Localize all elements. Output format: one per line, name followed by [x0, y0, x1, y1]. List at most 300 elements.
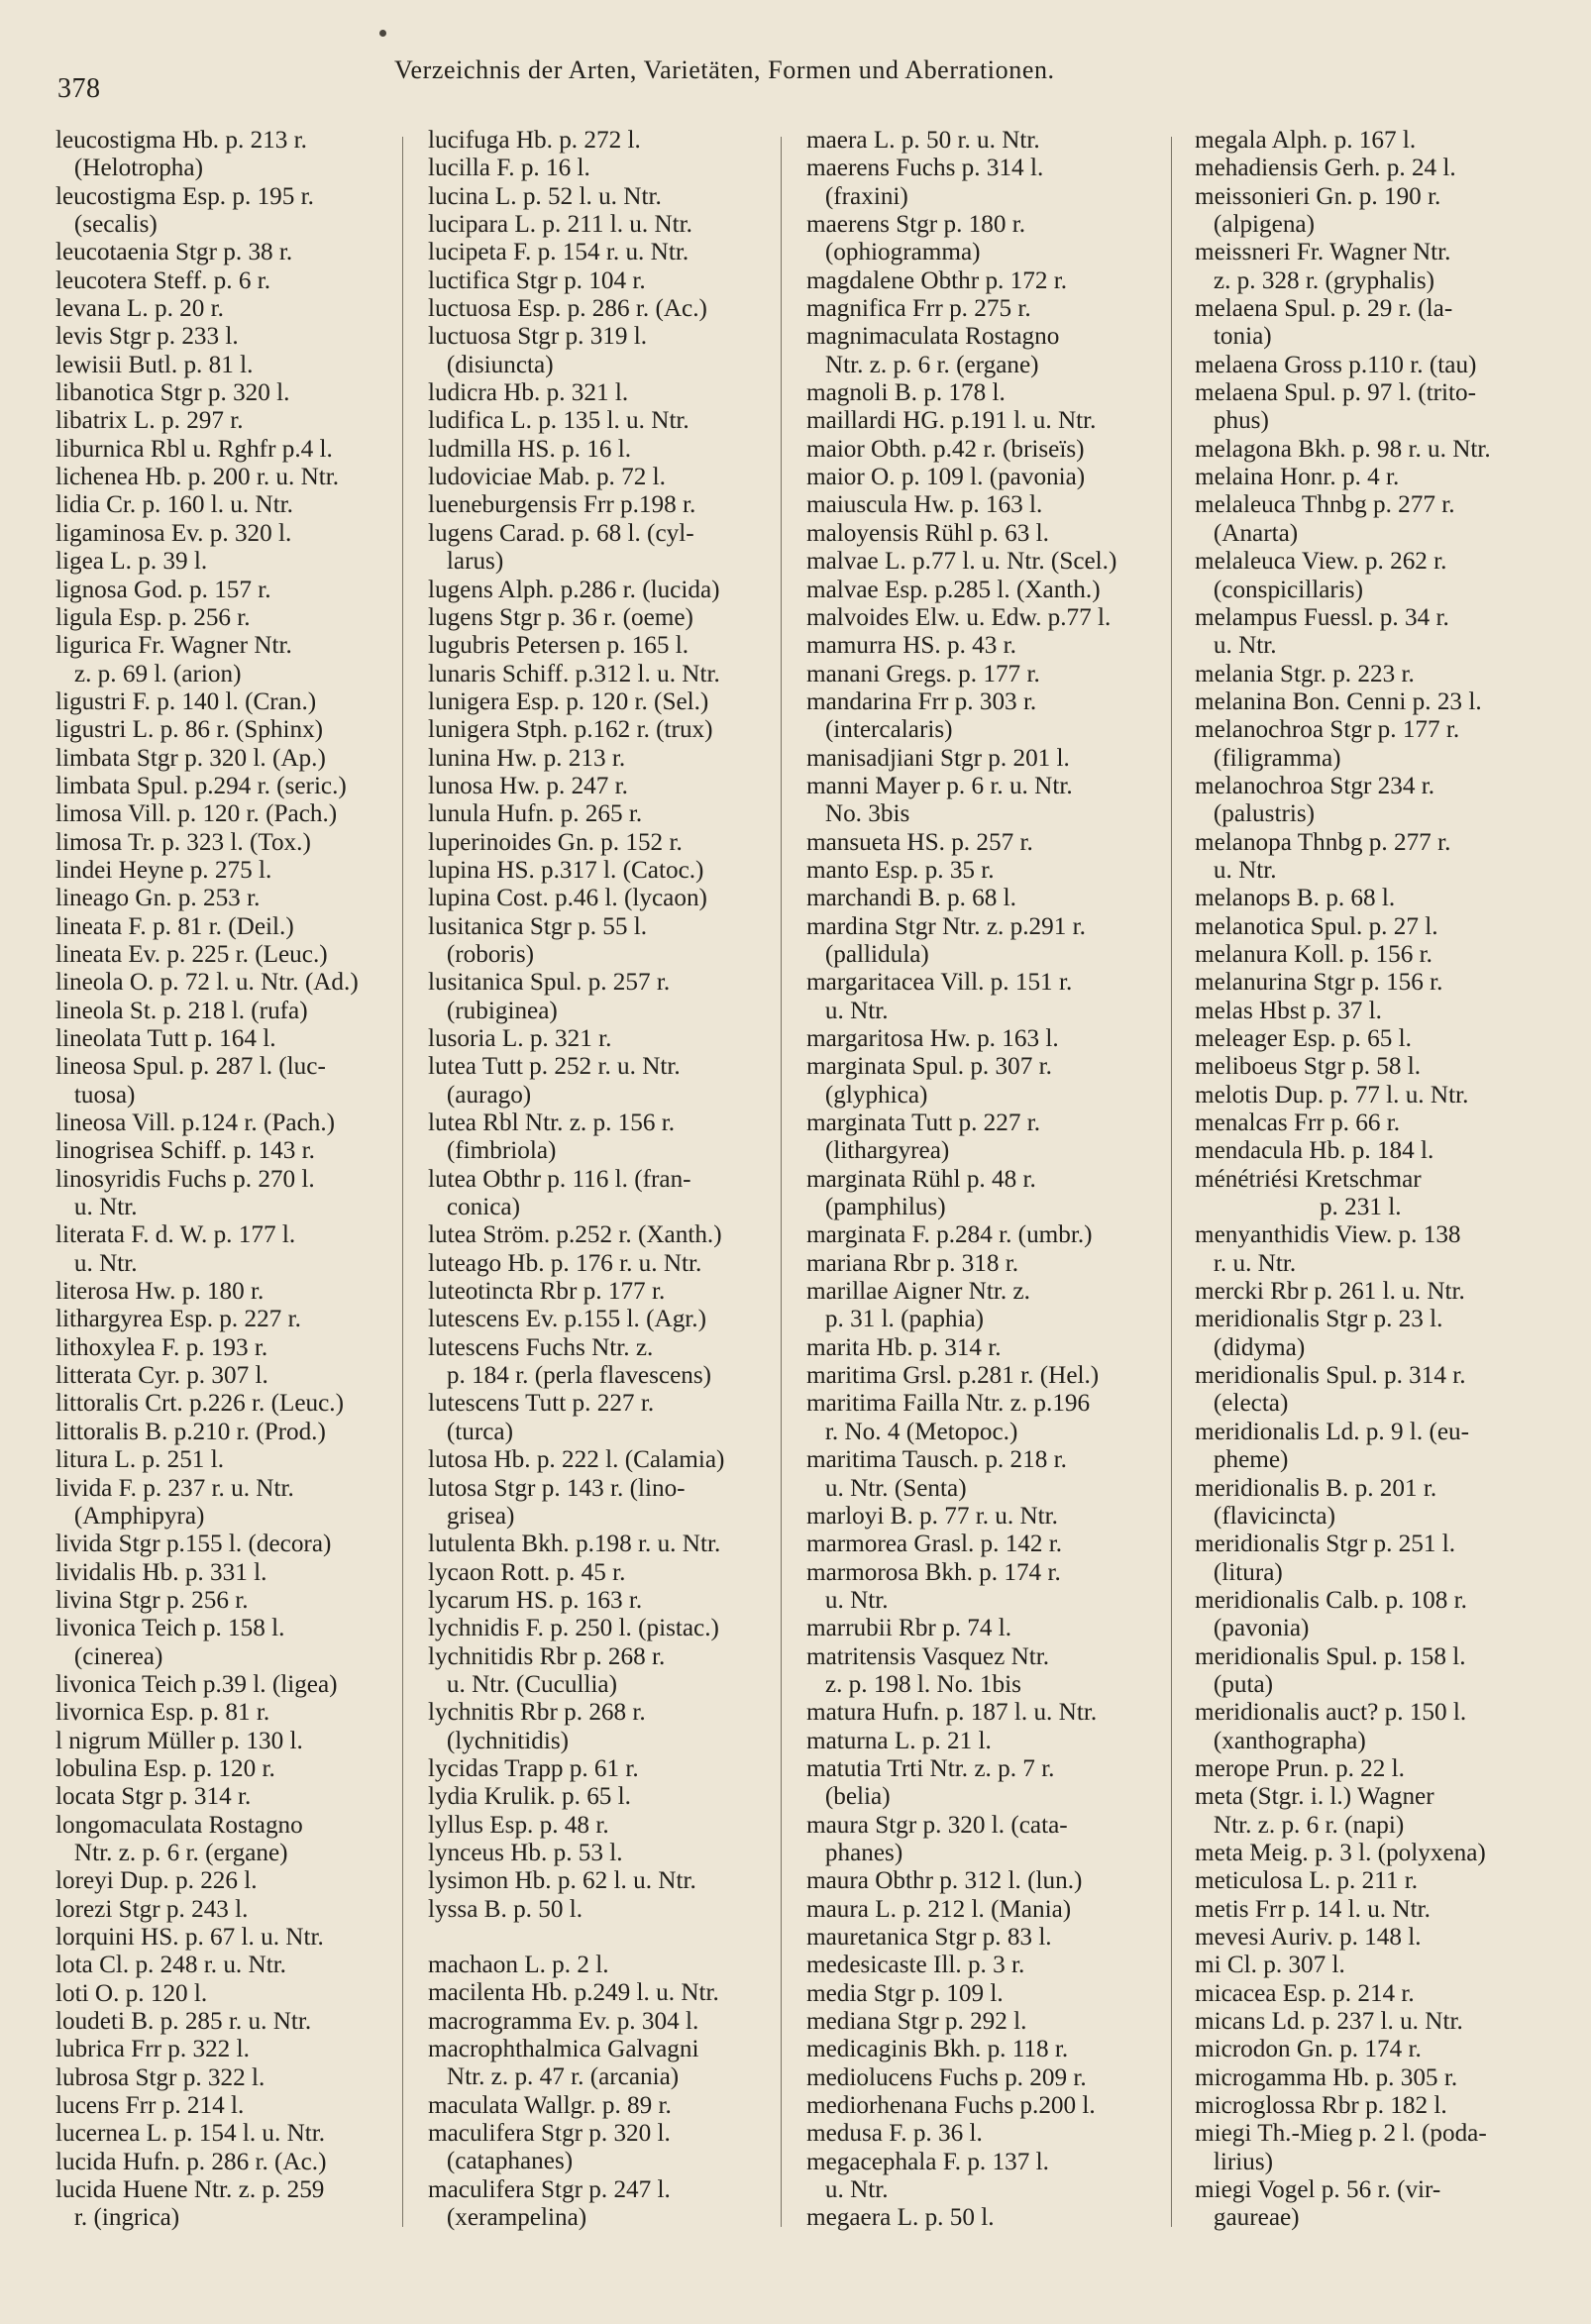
index-entry-line: melania Stgr. p. 223 r.: [1195, 660, 1415, 687]
index-entry-line: lunina Hw. p. 213 r.: [428, 744, 626, 772]
index-entry-line: limosa Tr. p. 323 l. (Tox.): [55, 828, 311, 856]
index-entry-line: gaureae): [1195, 2204, 1300, 2232]
index-entry-line: miegi Vogel p. 56 r. (vir-: [1195, 2176, 1441, 2204]
index-entry-line: p. 231 l.: [1195, 1194, 1402, 1221]
index-entry-line: mediolucens Fuchs p. 209 r.: [806, 2063, 1087, 2091]
index-entry-line: lyssa B. p. 50 l.: [428, 1895, 583, 1923]
index-entry-line: maura L. p. 212 l. (Mania): [806, 1895, 1072, 1923]
index-entry-line: liburnica Rbl u. Rghfr p.4 l.: [55, 435, 333, 463]
index-entry-line: lucipara L. p. 211 l. u. Ntr.: [428, 211, 692, 239]
index-entry-line: (xerampelina): [428, 2204, 587, 2232]
index-entry-line: lithargyrea Esp. p. 227 r.: [55, 1306, 301, 1333]
index-entry-line: literosa Hw. p. 180 r.: [55, 1278, 265, 1306]
index-entry-line: margaritacea Vill. p. 151 r.: [806, 969, 1073, 997]
index-entry-line: libanotica Stgr p. 320 l.: [55, 379, 290, 407]
index-entry-line: maritima Grsl. p.281 r. (Hel.): [806, 1362, 1100, 1390]
index-entry-line: meridionalis B. p. 201 r.: [1195, 1474, 1437, 1502]
index-column-4: [1195, 127, 1591, 2233]
column-divider: [1171, 137, 1172, 2227]
index-entry-line: (lithargyrea): [806, 1137, 950, 1165]
index-entry-line: medusa F. p. 36 l.: [806, 2120, 983, 2148]
index-entry-line: (alpigena): [1195, 211, 1315, 239]
index-entry-line: livornica Esp. p. 81 r.: [55, 1699, 270, 1727]
index-entry-line: macrogramma Ev. p. 304 l.: [428, 2007, 699, 2035]
index-entry-line: r. (ingrica): [55, 2204, 180, 2232]
index-entry-line: (fimbriola): [428, 1137, 557, 1165]
index-entry-line: mendacula Hb. p. 184 l.: [1195, 1137, 1434, 1165]
index-entry-line: lucens Frr p. 214 l.: [55, 2092, 245, 2120]
index-entry-line: Ntr. z. p. 6 r. (napi): [1195, 1811, 1405, 1839]
index-entry-line: (didyma): [1195, 1333, 1306, 1361]
index-entry-line: lineata Ev. p. 225 r. (Leuc.): [55, 940, 328, 968]
index-entry-line: lupina HS. p.317 l. (Catoc.): [428, 856, 704, 884]
index-entry-line: marginata Tutt p. 227 r.: [806, 1109, 1041, 1137]
index-entry-line: mehadiensis Gerh. p. 24 l.: [1195, 155, 1456, 182]
index-entry-line: (roboris): [428, 940, 535, 968]
index-entry-line: menyanthidis View. p. 138: [1195, 1221, 1461, 1249]
index-entry-line: (puta): [1195, 1670, 1274, 1698]
index-entry-line: merope Prun. p. 22 l.: [1195, 1754, 1405, 1782]
index-entry-line: (glyphica): [806, 1081, 928, 1109]
index-entry-line: lunula Hufn. p. 265 r.: [428, 800, 643, 828]
index-entry-line: marloyi B. p. 77 r. u. Ntr.: [806, 1502, 1058, 1530]
index-entry-line: litterata Cyr. p. 307 l.: [55, 1362, 268, 1390]
index-entry-line: ligurica Fr. Wagner Ntr.: [55, 632, 292, 660]
index-entry-line: matura Hufn. p. 187 l. u. Ntr.: [806, 1699, 1098, 1727]
index-entry-line: lutescens Ev. p.155 l. (Agr.): [428, 1306, 706, 1333]
index-entry-line: loreyi Dup. p. 226 l.: [55, 1867, 258, 1895]
index-entry-line: mandarina Frr p. 303 r.: [806, 687, 1037, 715]
index-entry-line: (pamphilus): [806, 1194, 946, 1221]
index-entry-line: lycaon Rott. p. 45 r.: [428, 1558, 626, 1586]
index-entry-line: margaritosa Hw. p. 163 l.: [806, 1025, 1059, 1052]
index-entry-line: melaleuca Thnbg p. 277 r.: [1195, 491, 1455, 519]
index-entry-line: u. Ntr.: [806, 1586, 889, 1614]
index-entry-line: (electa): [1195, 1390, 1289, 1418]
index-entry-line: conica): [428, 1194, 521, 1221]
index-entry-line: magnifica Frr p. 275 r.: [806, 295, 1031, 323]
index-entry-line: lucina L. p. 52 l. u. Ntr.: [428, 182, 662, 210]
index-entry-line: lugubris Petersen p. 165 l.: [428, 632, 689, 660]
column-divider: [781, 137, 782, 2227]
index-entry-line: z. p. 69 l. (arion): [55, 660, 242, 687]
index-entry-line: marmorosa Bkh. p. 174 r.: [806, 1558, 1061, 1586]
index-entry-line: meridionalis Stgr p. 23 l.: [1195, 1306, 1443, 1333]
index-entry-line: loudeti B. p. 285 r. u. Ntr.: [55, 2008, 312, 2036]
index-entry-line: miegi Th.-Mieg p. 2 l. (poda-: [1195, 2120, 1487, 2148]
index-entry-line: lubrosa Stgr p. 322 l.: [55, 2063, 265, 2091]
index-entry-line: matritensis Vasquez Ntr.: [806, 1642, 1050, 1670]
index-entry-line: marita Hb. p. 314 r.: [806, 1333, 1002, 1361]
index-entry-line: lutea Tutt p. 252 r. u. Ntr.: [428, 1053, 681, 1081]
index-entry-line: maturna L. p. 21 l.: [806, 1727, 992, 1754]
index-entry-line: leucostigma Hb. p. 213 r.: [55, 127, 307, 154]
page-number: 378: [57, 73, 101, 104]
index-entry-line: manto Esp. p. 35 r.: [806, 856, 995, 884]
index-entry-line: melanotica Spul. p. 27 l.: [1195, 912, 1438, 940]
index-entry-line: levis Stgr p. 233 l.: [55, 323, 239, 351]
index-entry-line: phanes): [806, 1839, 903, 1866]
index-entry-line: manani Gregs. p. 177 r.: [806, 660, 1040, 687]
index-entry-line: machaon L. p. 2 l.: [428, 1952, 609, 1978]
index-entry-line: (litura): [1195, 1558, 1283, 1586]
index-entry-line: livonica Teich p. 158 l.: [55, 1615, 285, 1642]
index-entry-line: medicaginis Bkh. p. 118 r.: [806, 2036, 1069, 2063]
index-entry-line: (Amphipyra): [55, 1502, 205, 1530]
index-entry-line: u. Ntr.: [55, 1194, 138, 1221]
index-entry-line: lignosa God. p. 157 r.: [55, 576, 271, 603]
index-entry-line: mardina Stgr Ntr. z. p.291 r.: [806, 912, 1086, 940]
index-entry-line: leucotaenia Stgr p. 38 r.: [55, 239, 293, 266]
index-entry-line: lunosa Hw. p. 247 r.: [428, 772, 628, 799]
index-entry-line: manisadjiani Stgr p. 201 l.: [806, 744, 1070, 772]
index-entry-line: ménétriési Kretschmar: [1195, 1165, 1422, 1193]
index-entry-line: meliboeus Stgr p. 58 l.: [1195, 1053, 1422, 1081]
index-entry-line: (Helotropha): [55, 155, 203, 182]
index-entry-line: macilenta Hb. p.249 l. u. Ntr.: [428, 1979, 719, 2007]
index-entry-line: z. p. 198 l. No. 1bis: [806, 1670, 1021, 1698]
index-entry-line: mediorhenana Fuchs p.200 l.: [806, 2092, 1096, 2120]
index-entry-line: mi Cl. p. 307 l.: [1195, 1952, 1345, 1979]
index-entry-line: lutulenta Bkh. p.198 r. u. Ntr.: [428, 1531, 721, 1558]
index-entry-line: mevesi Auriv. p. 148 l.: [1195, 1924, 1422, 1951]
index-entry-line: maillardi HG. p.191 l. u. Ntr.: [806, 407, 1097, 435]
index-entry-line: lunigera Esp. p. 120 r. (Sel.): [428, 687, 709, 715]
index-entry-line: meticulosa L. p. 211 r.: [1195, 1867, 1419, 1895]
index-entry-line: libatrix L. p. 297 r.: [55, 407, 244, 435]
index-entry-line: ligula Esp. p. 256 r.: [55, 603, 251, 631]
column-divider: [402, 137, 403, 2227]
index-entry-line: (xanthographa): [1195, 1727, 1366, 1754]
index-entry-line: Ntr. z. p. 6 r. (ergane): [55, 1839, 288, 1866]
index-entry-line: u. Ntr.: [806, 997, 889, 1024]
index-entry-line: (fraxini): [806, 182, 908, 210]
index-entry-line: lyllus Esp. p. 48 r.: [428, 1811, 609, 1839]
index-entry-line: malvae L. p.77 l. u. Ntr. (Scel.): [806, 548, 1117, 576]
index-column-2: [428, 127, 795, 2232]
index-entry-line: linogrisea Schiff. p. 143 r.: [55, 1137, 315, 1165]
index-entry-line: (rubiginea): [428, 997, 558, 1024]
index-entry-line: lutea Obthr p. 116 l. (fran-: [428, 1165, 691, 1193]
index-entry-line: lusitanica Stgr p. 55 l.: [428, 912, 648, 940]
index-entry-line: marrubii Rbr p. 74 l.: [806, 1615, 1012, 1642]
index-entry-line: mamurra HS. p. 43 r.: [806, 632, 1016, 660]
index-entry-line: ludmilla HS. p. 16 l.: [428, 435, 632, 463]
index-entry-line: u. Ntr.: [55, 1249, 138, 1277]
index-entry-line: lucida Huene Ntr. z. p. 259: [55, 2176, 325, 2204]
index-entry-line: litura L. p. 251 l.: [55, 1446, 224, 1474]
index-entry-line: maculifera Stgr p. 247 l.: [428, 2175, 671, 2203]
index-entry-line: lineola St. p. 218 l. (rufa): [55, 997, 308, 1024]
index-entry-line: u. Ntr.: [806, 2176, 889, 2204]
index-entry-line: luteotincta Rbr p. 177 r.: [428, 1278, 666, 1306]
index-entry-line: maiuscula Hw. p. 163 l.: [806, 491, 1043, 519]
index-entry-line: lineata F. p. 81 r. (Deil.): [55, 912, 294, 940]
index-entry-line: lutescens Fuchs Ntr. z.: [428, 1333, 654, 1361]
index-entry-line: melanopa Thnbg p. 277 r.: [1195, 828, 1451, 856]
index-entry-line: (ophiogramma): [806, 239, 981, 266]
index-entry-line: melanura Koll. p. 156 r.: [1195, 940, 1432, 968]
index-entry-line: literata F. d. W. p. 177 l.: [55, 1221, 296, 1249]
index-entry-line: luperinoides Gn. p. 152 r.: [428, 828, 683, 856]
index-entry-line: Ntr. z. p. 6 r. (ergane): [806, 351, 1039, 378]
index-entry-line: ludifica L. p. 135 l. u. Ntr.: [428, 407, 689, 435]
index-entry-line: (secalis): [55, 211, 158, 239]
index-entry-line: lydia Krulik. p. 65 l.: [428, 1783, 631, 1811]
index-entry-line: (aurago): [428, 1081, 532, 1109]
index-entry-line: livonica Teich p.39 l. (ligea): [55, 1670, 338, 1698]
index-entry-line: media Stgr p. 109 l.: [806, 1979, 1004, 2007]
index-entry-line: melanina Bon. Cenni p. 23 l.: [1195, 687, 1482, 715]
index-entry-line: marchandi B. p. 68 l.: [806, 885, 1016, 912]
index-entry-line: lota Cl. p. 248 r. u. Ntr.: [55, 1952, 286, 1979]
index-entry-line: lugens Stgr p. 36 r. (oeme): [428, 603, 693, 631]
index-entry-line: lucernea L. p. 154 l. u. Ntr.: [55, 2120, 326, 2148]
index-entry-line: longomaculata Rostagno: [55, 1811, 303, 1839]
index-entry-line: lucida Hufn. p. 286 r. (Ac.): [55, 2148, 327, 2175]
index-entry-line: lorezi Stgr p. 243 l.: [55, 1895, 249, 1923]
index-entry-line: lutosa Hb. p. 222 l. (Calamia): [428, 1446, 725, 1474]
index-entry-line: lichenea Hb. p. 200 r. u. Ntr.: [55, 464, 340, 491]
index-entry-line: linosyridis Fuchs p. 270 l.: [55, 1165, 315, 1193]
index-entry-line: lindei Heyne p. 275 l.: [55, 856, 272, 884]
index-entry-line: leucostigma Esp. p. 195 r.: [55, 182, 314, 210]
index-entry-line: melanops B. p. 68 l.: [1195, 885, 1396, 912]
index-entry-line: lugens Carad. p. 68 l. (cyl-: [428, 519, 694, 547]
index-entry-line: (palustris): [1195, 800, 1316, 828]
index-entry-line: lueneburgensis Frr p.198 r.: [428, 491, 696, 519]
index-entry-line: meridionalis Ld. p. 9 l. (eu-: [1195, 1418, 1470, 1445]
index-entry-line: lugens Alph. p.286 r. (lucida): [428, 576, 720, 603]
index-entry-line: megala Alph. p. 167 l.: [1195, 127, 1417, 154]
index-entry-line: maura Stgr p. 320 l. (cata-: [806, 1811, 1068, 1839]
index-entry-line: meta (Stgr. i. l.) Wagner: [1195, 1783, 1434, 1811]
index-entry-line: u. Ntr.: [1195, 856, 1277, 884]
index-entry-line: marillae Aigner Ntr. z.: [806, 1278, 1030, 1306]
index-entry-line: ludicra Hb. p. 321 l.: [428, 379, 629, 407]
index-entry-line: tuosa): [55, 1081, 136, 1109]
index-entry-line: lubrica Frr p. 322 l.: [55, 2036, 250, 2063]
index-entry-line: melaena Gross p.110 r. (tau): [1195, 351, 1477, 378]
index-entry-line: lucifuga Hb. p. 272 l.: [428, 127, 641, 154]
index-entry-line: limosa Vill. p. 120 r. (Pach.): [55, 800, 338, 828]
index-entry-line: l nigrum Müller p. 130 l.: [55, 1727, 303, 1754]
index-entry-line: (Anarta): [1195, 519, 1299, 547]
index-entry-line: (disiuncta): [428, 351, 554, 378]
index-entry-line: luctifica Stgr p. 104 r.: [428, 266, 646, 294]
index-entry-line: lycidas Trapp p. 61 r.: [428, 1754, 639, 1782]
index-entry-line: metis Frr p. 14 l. u. Ntr.: [1195, 1895, 1431, 1923]
index-entry-line: lirius): [1195, 2148, 1274, 2175]
index-entry-line: lupina Cost. p.46 l. (lycaon): [428, 885, 707, 912]
index-entry-line: luctuosa Stgr p. 319 l.: [428, 323, 648, 351]
index-entry-line: (pallidula): [806, 940, 929, 968]
index-entry-line: larus): [428, 548, 504, 576]
index-entry-line: levana L. p. 20 r.: [55, 295, 224, 323]
index-entry-line: meridionalis Spul. p. 158 l.: [1195, 1642, 1466, 1670]
index-entry-line: megacephala F. p. 137 l.: [806, 2148, 1049, 2175]
index-entry-line: lorquini HS. p. 67 l. u. Ntr.: [55, 1924, 324, 1951]
index-entry-line: livina Stgr p. 256 r.: [55, 1586, 249, 1614]
index-entry-line: locata Stgr p. 314 r.: [55, 1783, 252, 1811]
index-entry-line: (cinerea): [55, 1642, 163, 1670]
index-entry-line: lutescens Tutt p. 227 r.: [428, 1390, 655, 1418]
index-entry-line: No. 3bis: [806, 800, 910, 828]
index-entry-line: maerens Stgr p. 180 r.: [806, 211, 1026, 239]
index-entry-line: r. u. Ntr.: [1195, 1249, 1297, 1277]
index-entry-line: limbata Spul. p.294 r. (seric.): [55, 772, 347, 799]
index-entry-line: maritima Tausch. p. 218 r.: [806, 1446, 1067, 1474]
index-entry-line: lycarum HS. p. 163 r.: [428, 1586, 643, 1614]
index-entry-line: littoralis Crt. p.226 r. (Leuc.): [55, 1390, 344, 1418]
index-entry-line: loti O. p. 120 l.: [55, 1979, 208, 2007]
index-entry-line: lobulina Esp. p. 120 r.: [55, 1754, 275, 1782]
index-entry-line: lunigera Stph. p.162 r. (trux): [428, 716, 713, 744]
index-entry-line: ligustri F. p. 140 l. (Cran.): [55, 687, 317, 715]
index-entry-line: melagona Bkh. p. 98 r. u. Ntr.: [1195, 435, 1491, 463]
index-entry-line: lewisii Butl. p. 81 l.: [55, 351, 254, 378]
index-entry-line: z. p. 328 r. (gryphalis): [1195, 266, 1435, 294]
index-entry-line: micans Ld. p. 237 l. u. Ntr.: [1195, 2008, 1463, 2036]
index-entry-line: melotis Dup. p. 77 l. u. Ntr.: [1195, 1081, 1469, 1109]
index-entry-line: lithoxylea F. p. 193 r.: [55, 1333, 268, 1361]
index-entry-line: limbata Stgr p. 320 l. (Ap.): [55, 744, 326, 772]
index-entry-line: marmorea Grasl. p. 142 r.: [806, 1531, 1063, 1558]
index-entry-line: matutia Trti Ntr. z. p. 7 r.: [806, 1754, 1055, 1782]
index-entry-line: pheme): [1195, 1446, 1289, 1474]
index-entry-line: lividalis Hb. p. 331 l.: [55, 1558, 267, 1586]
index-entry-line: lutea Ström. p.252 r. (Xanth.): [428, 1221, 722, 1249]
index-entry-line: melaleuca View. p. 262 r.: [1195, 548, 1447, 576]
print-dot: [379, 30, 386, 37]
index-entry-line: ligustri L. p. 86 r. (Sphinx): [55, 716, 324, 744]
index-entry-line: meridionalis Stgr p. 251 l.: [1195, 1531, 1456, 1558]
index-entry-line: melanochroa Stgr 234 r.: [1195, 772, 1435, 799]
index-entry-line: melanochroa Stgr p. 177 r.: [1195, 716, 1460, 744]
index-entry-line: luteago Hb. p. 176 r. u. Ntr.: [428, 1249, 702, 1277]
index-entry-line: menalcas Frr p. 66 r.: [1195, 1109, 1401, 1137]
index-columns: [55, 127, 1549, 2306]
index-entry-line: (belia): [806, 1783, 891, 1811]
index-entry-line: p. 184 r. (perla flavescens): [428, 1362, 712, 1390]
index-entry-line: lysimon Hb. p. 62 l. u. Ntr.: [428, 1867, 696, 1895]
index-entry-line: phus): [1195, 407, 1269, 435]
index-entry-line: megaera L. p. 50 l.: [806, 2204, 995, 2232]
index-entry-line: maerens Fuchs p. 314 l.: [806, 155, 1044, 182]
index-entry-line: mediana Stgr p. 292 l.: [806, 2008, 1027, 2036]
index-entry-line: meridionalis Calb. p. 108 r.: [1195, 1586, 1467, 1614]
index-entry-line: malvoides Elw. u. Edw. p.77 l.: [806, 603, 1112, 631]
index-entry-line: lychnitis Rbr p. 268 r.: [428, 1699, 646, 1727]
index-entry-line: tonia): [1195, 323, 1272, 351]
index-entry-line: magdalene Obthr p. 172 r.: [806, 266, 1068, 294]
index-entry-line: meta Meig. p. 3 l. (polyxena): [1195, 1839, 1486, 1866]
index-entry-line: maior O. p. 109 l. (pavonia): [806, 464, 1086, 491]
index-entry-line: maura Obthr p. 312 l. (lun.): [806, 1867, 1083, 1895]
index-entry-line: melaena Spul. p. 29 r. (la-: [1195, 295, 1453, 323]
index-entry-line: maritima Failla Ntr. z. p.196: [806, 1390, 1091, 1418]
index-entry-line: magnoli B. p. 178 l.: [806, 379, 1006, 407]
index-entry-line: (flavicincta): [1195, 1502, 1335, 1530]
index-entry-line: medesicaste Ill. p. 3 r.: [806, 1952, 1025, 1979]
index-entry-line: magnimaculata Rostagno: [806, 323, 1060, 351]
index-entry-line: lineola O. p. 72 l. u. Ntr. (Ad.): [55, 969, 359, 997]
index-entry-line: microglossa Rbr p. 182 l.: [1195, 2092, 1447, 2120]
index-entry-line: melas Hbst p. 37 l.: [1195, 997, 1382, 1024]
running-title: Verzeichnis der Arten, Varietäten, Formen und Aberrationen.: [394, 55, 1055, 84]
index-entry-line: meridionalis Spul. p. 314 r.: [1195, 1362, 1466, 1390]
index-column-1: [55, 127, 402, 2233]
index-entry-line: melampus Fuessl. p. 34 r.: [1195, 603, 1449, 631]
index-entry-line: lunaris Schiff. p.312 l. u. Ntr.: [428, 660, 720, 687]
index-entry-line: lychnitidis Rbr p. 268 r.: [428, 1642, 666, 1670]
index-entry-line: lusoria L. p. 321 r.: [428, 1025, 612, 1052]
index-entry-line: luctuosa Esp. p. 286 r. (Ac.): [428, 295, 707, 323]
index-entry-line: malvae Esp. p.285 l. (Xanth.): [806, 576, 1101, 603]
index-entry-line: lynceus Hb. p. 53 l.: [428, 1839, 623, 1866]
index-entry-line: lutosa Stgr p. 143 r. (lino-: [428, 1474, 686, 1502]
index-entry-line: micacea Esp. p. 214 r.: [1195, 1979, 1415, 2007]
index-entry-line: microdon Gn. p. 174 r.: [1195, 2036, 1422, 2063]
index-entry-line: lusitanica Spul. p. 257 r.: [428, 969, 671, 997]
index-entry-line: melaina Honr. p. 4 r.: [1195, 464, 1400, 491]
index-entry-line: lineolata Tutt p. 164 l.: [55, 1025, 276, 1052]
index-entry-line: marginata F. p.284 r. (umbr.): [806, 1221, 1093, 1249]
index-entry-line: ludoviciae Mab. p. 72 l.: [428, 464, 666, 491]
index-entry-line: marginata Rühl p. 48 r.: [806, 1165, 1036, 1193]
index-entry-line: macrophthalmica Galvagni: [428, 2036, 699, 2063]
index-entry-line: u. Ntr. (Senta): [806, 1474, 967, 1502]
index-entry-line: maloyensis Rühl p. 63 l.: [806, 519, 1049, 547]
index-entry-line: maculifera Stgr p. 320 l.: [428, 2120, 671, 2148]
index-entry-line: ligea L. p. 39 l.: [55, 548, 208, 576]
index-entry-line: microgamma Hb. p. 305 r.: [1195, 2063, 1458, 2091]
index-entry-line: (lychnitidis): [428, 1727, 570, 1754]
index-entry-line: (pavonia): [1195, 1615, 1310, 1642]
index-entry-line: meridionalis auct? p. 150 l.: [1195, 1699, 1467, 1727]
index-entry-line: lineosa Spul. p. 287 l. (luc-: [55, 1053, 326, 1081]
index-entry-line: (intercalaris): [806, 716, 953, 744]
index-entry-line: lineago Gn. p. 253 r.: [55, 885, 261, 912]
index-entry-line: u. Ntr.: [1195, 632, 1277, 660]
index-entry-line: melanurina Stgr p. 156 r.: [1195, 969, 1443, 997]
index-entry-line: mansueta HS. p. 257 r.: [806, 828, 1033, 856]
index-entry-line: melaena Spul. p. 97 l. (trito-: [1195, 379, 1476, 407]
index-entry-line: manni Mayer p. 6 r. u. Ntr.: [806, 772, 1073, 799]
index-entry-line: meleager Esp. p. 65 l.: [1195, 1025, 1412, 1052]
index-column-3: [806, 127, 1203, 2233]
index-entry-line: meissonieri Gn. p. 190 r.: [1195, 182, 1441, 210]
index-entry-line: (filigramma): [1195, 744, 1341, 772]
index-entry-line: leucotera Steff. p. 6 r.: [55, 266, 271, 294]
index-entry-line: maculata Wallgr. p. 89 r.: [428, 2091, 672, 2119]
index-entry-line: livida Stgr p.155 l. (decora): [55, 1531, 332, 1558]
index-entry-line: Ntr. z. p. 47 r. (arcania): [428, 2063, 680, 2091]
index-entry-line: mercki Rbr p. 261 l. u. Ntr.: [1195, 1278, 1465, 1306]
index-entry-line: lucipeta F. p. 154 r. u. Ntr.: [428, 239, 689, 266]
index-entry-line: maera L. p. 50 r. u. Ntr.: [806, 127, 1040, 154]
index-entry-line: mauretanica Stgr p. 83 l.: [806, 1924, 1052, 1951]
index-entry-line: livida F. p. 237 r. u. Ntr.: [55, 1474, 294, 1502]
index-entry-line: meissneri Fr. Wagner Ntr.: [1195, 239, 1451, 266]
index-entry-line: maior Obth. p.42 r. (briseïs): [806, 435, 1085, 463]
index-entry-line: [428, 1924, 795, 1952]
index-entry-line: mariana Rbr p. 318 r.: [806, 1249, 1019, 1277]
index-entry-line: (conspicillaris): [1195, 576, 1363, 603]
index-entry-line: u. Ntr. (Cucullia): [428, 1670, 617, 1698]
index-entry-line: (turca): [428, 1418, 514, 1445]
index-entry-line: r. No. 4 (Metopoc.): [806, 1418, 1018, 1445]
